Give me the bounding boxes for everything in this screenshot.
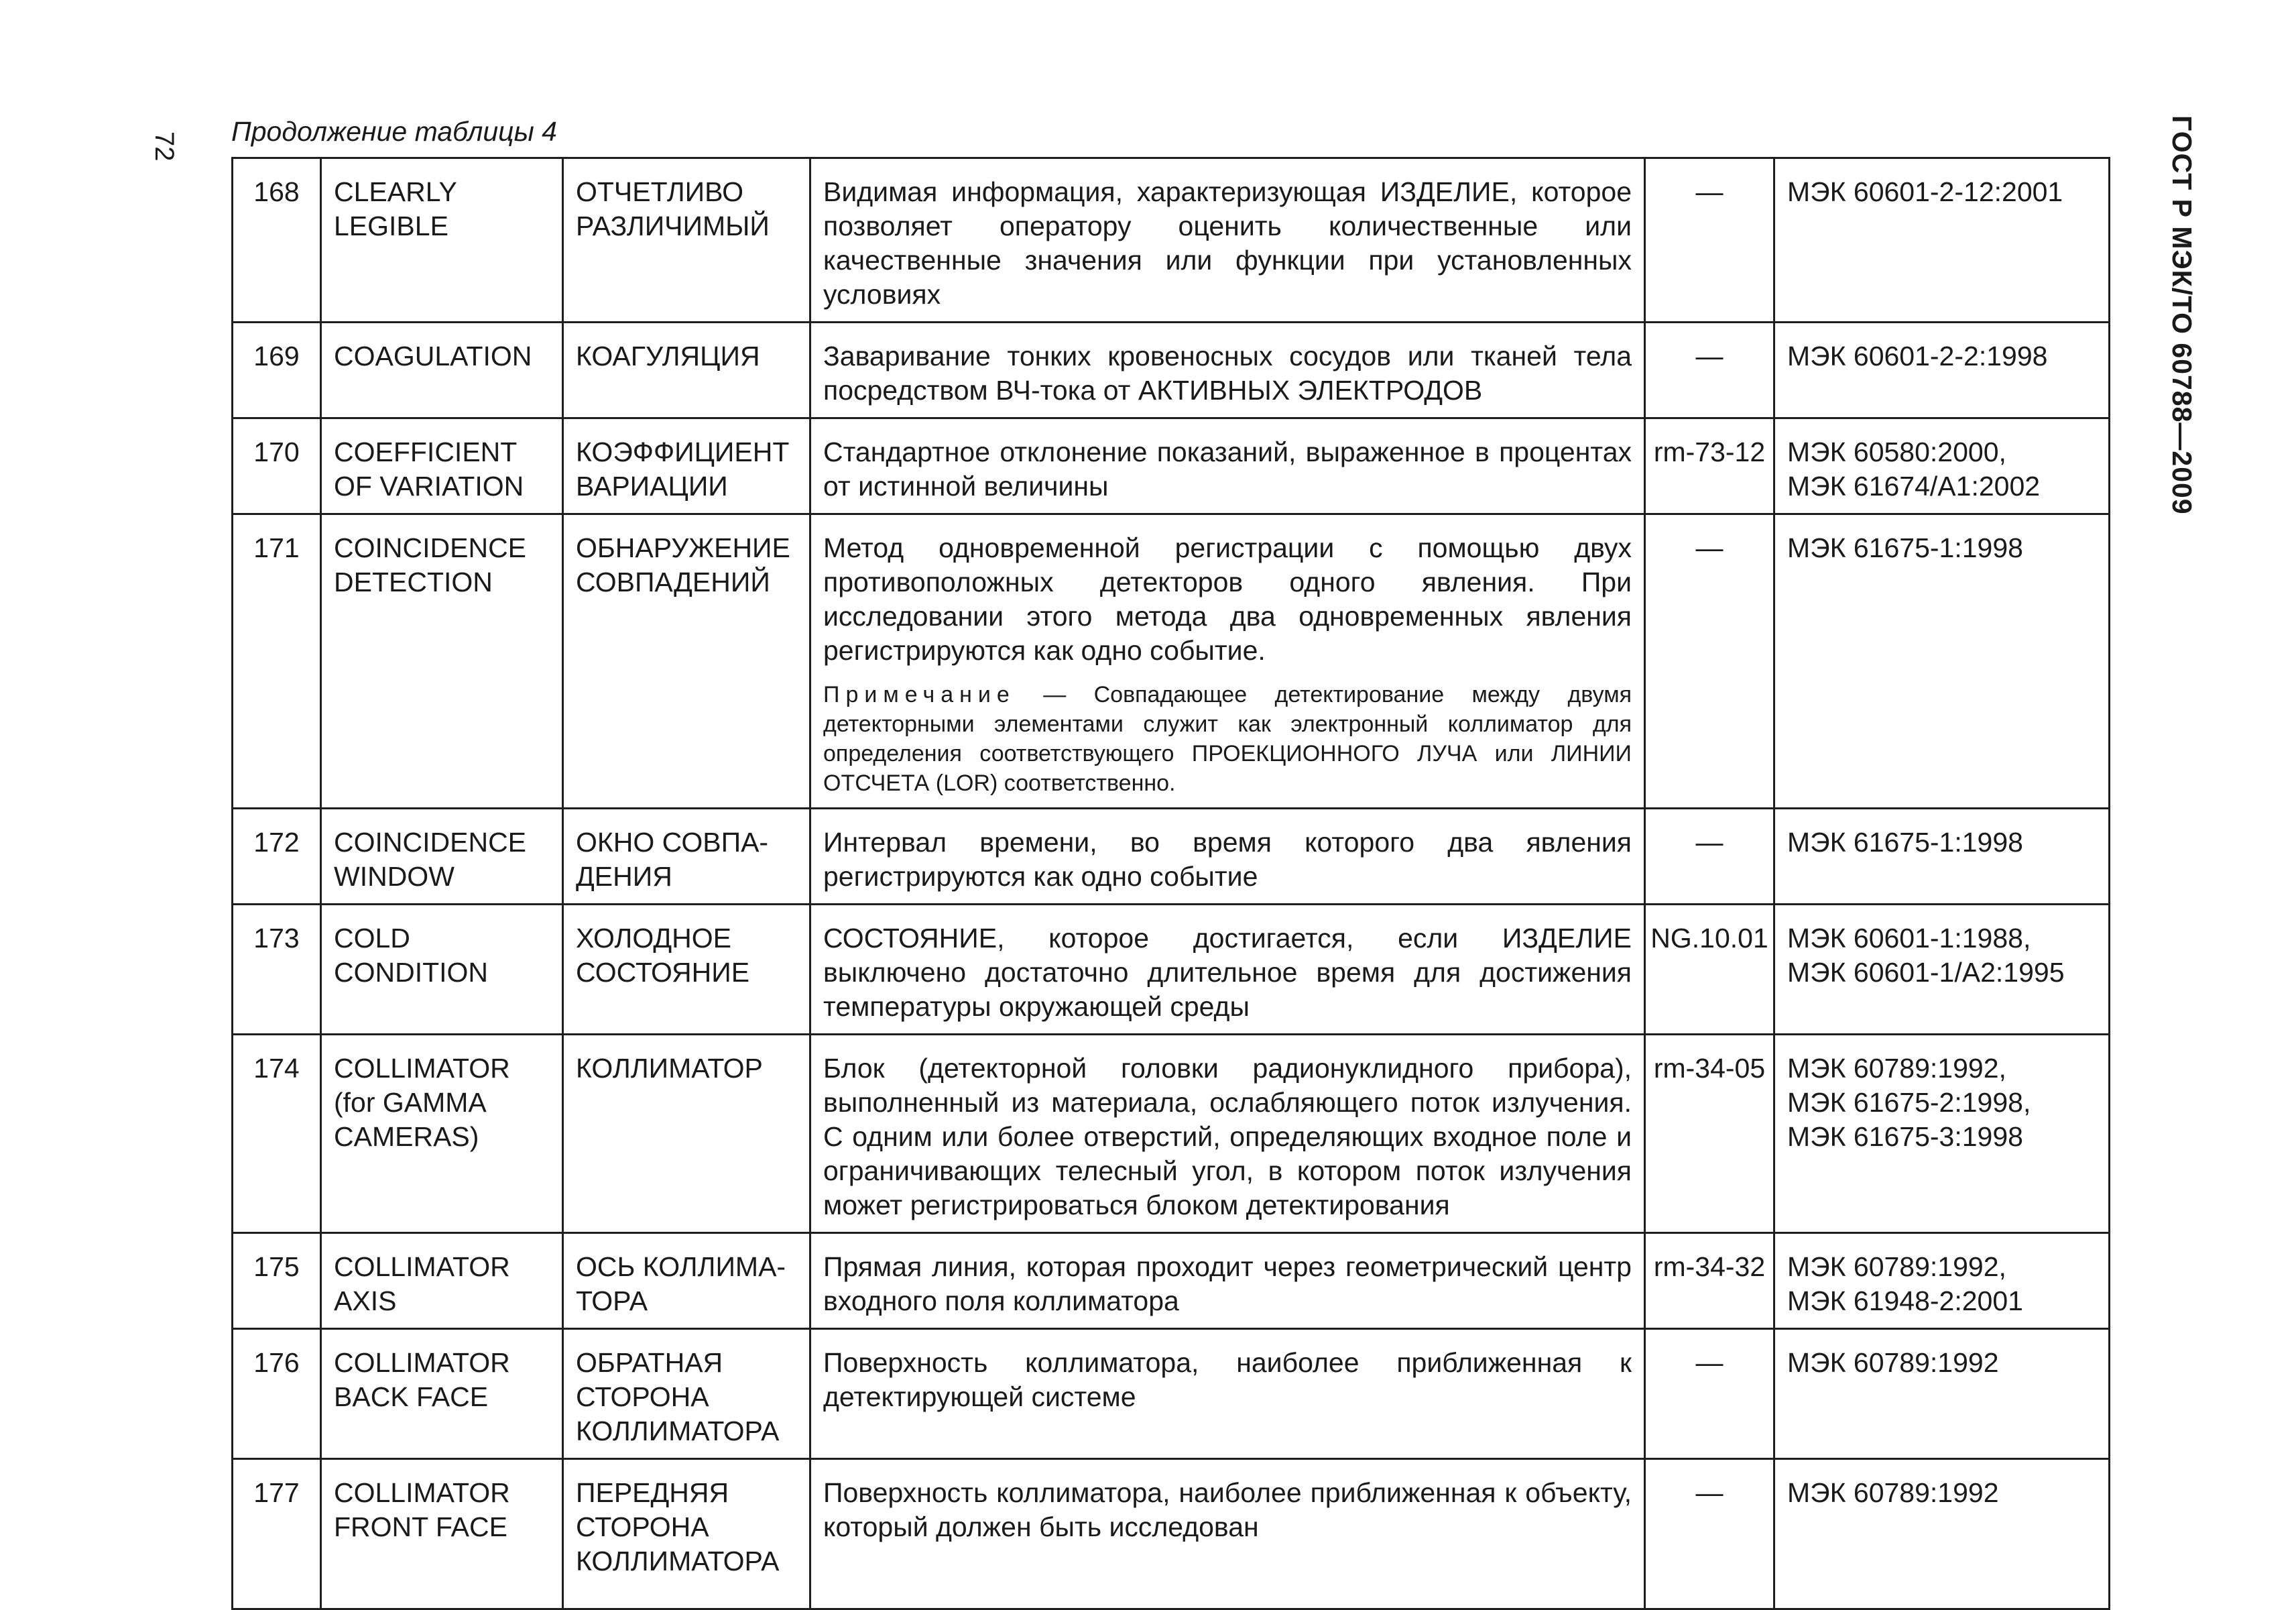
- term-reference: —: [1645, 323, 1774, 418]
- term-definition: Метод одновременной регистрации с помощью двух противоположных детекторов одного явления. При исследовании этого метода два одновременных явления регистрируются как одно событие.: [823, 532, 1632, 666]
- table-row: [233, 809, 2110, 905]
- term-russian: КОАГУЛЯЦИЯ: [563, 323, 810, 418]
- term-russian: ПЕРЕДНЯЯ СТОРОНА КОЛЛИМАТОРА: [563, 1459, 810, 1609]
- term-number: 172: [233, 809, 321, 905]
- term-number: 176: [233, 1329, 321, 1459]
- table-row: [233, 323, 2110, 418]
- term-definition: Поверхность коллиматора, наиболее приближенная к детектирующей системе: [810, 1329, 1645, 1459]
- term-standard: МЭК 60601-2-2:1998: [1774, 323, 2110, 418]
- term-standard: МЭК 60601-2-12:2001: [1774, 158, 2110, 323]
- term-reference: rm-34-05: [1645, 1035, 1774, 1233]
- term-reference: —: [1645, 809, 1774, 905]
- term-english: COLLIMATOR AXIS: [321, 1233, 563, 1329]
- term-english: COAGULATION: [321, 323, 563, 418]
- table-row: [233, 1329, 2110, 1459]
- term-definition: Блок (детекторной головки радионуклидного прибора), выполненный из материала, ослабляющего поток излучения. С одним или более отверстий, определяющих входное поле и ограничивающих телесный угол, в котором поток излучения может регистрироваться блоком детектирования: [810, 1035, 1645, 1233]
- term-reference: —: [1645, 514, 1774, 809]
- term-number: 169: [233, 323, 321, 418]
- term-definition: Поверхность коллиматора, наиболее приближенная к объекту, который должен быть исследован: [810, 1459, 1645, 1609]
- term-number: 171: [233, 514, 321, 809]
- term-reference: rm-73-12: [1645, 418, 1774, 514]
- term-standard: МЭК 60580:2000, МЭК 61674/А1:2002: [1774, 418, 2110, 514]
- term-english: CLEARLY LEGIBLE: [321, 158, 563, 323]
- term-standard: МЭК 61675-1:1998: [1774, 514, 2110, 809]
- terms-table: [231, 157, 2110, 1610]
- term-reference: —: [1645, 1329, 1774, 1459]
- term-english: COEFFICIENT OF VARIATION: [321, 418, 563, 514]
- term-number: 173: [233, 905, 321, 1035]
- term-english: COLLIMATOR FRONT FACE: [321, 1459, 563, 1609]
- table-row: [233, 418, 2110, 514]
- term-english: COINCIDENCE DETECTION: [321, 514, 563, 809]
- term-russian: ОТЧЕТЛИВО РАЗЛИЧИМЫЙ: [563, 158, 810, 323]
- term-definition: Стандартное отклонение показаний, выраженное в процентах от истинной величины: [810, 418, 1645, 514]
- term-english: COLD CONDITION: [321, 905, 563, 1035]
- term-number: 177: [233, 1459, 321, 1609]
- term-definition: Заваривание тонких кровеносных сосудов или тканей тела посредством ВЧ-тока от АКТИВНЫХ ЭЛЕКТРОДОВ: [810, 323, 1645, 418]
- term-reference: —: [1645, 158, 1774, 323]
- table-row: [233, 905, 2110, 1035]
- term-russian: ОБРАТНАЯ СТОРОНА КОЛЛИМАТОРА: [563, 1329, 810, 1459]
- term-definition: Интервал времени, во время которого два явления регистрируются как одно событие: [810, 809, 1645, 905]
- term-number: 168: [233, 158, 321, 323]
- term-number: 175: [233, 1233, 321, 1329]
- term-definition: СОСТОЯНИЕ, которое достигается, если ИЗДЕЛИЕ выключено достаточно длительное время для достижения температуры окружающей среды: [810, 905, 1645, 1035]
- table-row: [233, 1459, 2110, 1609]
- term-reference: —: [1645, 1459, 1774, 1609]
- term-standard: МЭК 61675-1:1998: [1774, 809, 2110, 905]
- table-row: [233, 1035, 2110, 1233]
- term-russian: КОЭФФИЦИЕНТ ВАРИАЦИИ: [563, 418, 810, 514]
- term-russian: ОКНО СОВПА-ДЕНИЯ: [563, 809, 810, 905]
- table-caption: Продолжение таблицы 4: [231, 116, 557, 147]
- document-title: ГОСТ Р МЭК/ТО 60788—2009: [2167, 115, 2197, 515]
- term-english: COLLIMATOR BACK FACE: [321, 1329, 563, 1459]
- term-standard: МЭК 60789:1992, МЭК 61675-2:1998, МЭК 61675-3:1998: [1774, 1035, 2110, 1233]
- term-english: COLLIMATOR (for GAMMA CAMERAS): [321, 1035, 563, 1233]
- term-number: 174: [233, 1035, 321, 1233]
- table-row: [233, 158, 2110, 323]
- term-standard: МЭК 60601-1:1988, МЭК 60601-1/А2:1995: [1774, 905, 2110, 1035]
- note-label: Примечание: [823, 682, 1016, 707]
- term-russian: КОЛЛИМАТОР: [563, 1035, 810, 1233]
- term-standard: МЭК 60789:1992: [1774, 1329, 2110, 1459]
- term-standard: МЭК 60789:1992, МЭК 61948-2:2001: [1774, 1233, 2110, 1329]
- term-number: 170: [233, 418, 321, 514]
- term-reference: rm-34-32: [1645, 1233, 1774, 1329]
- table-row: [233, 514, 2110, 809]
- term-definition: Прямая линия, которая проходит через геометрический центр входного поля коллиматора: [810, 1233, 1645, 1329]
- term-reference: NG.10.01: [1645, 905, 1774, 1035]
- term-definition-cell: [810, 514, 1645, 809]
- term-russian: ОСЬ КОЛЛИМА-ТОРА: [563, 1233, 810, 1329]
- term-russian: ХОЛОДНОЕ СОСТОЯНИЕ: [563, 905, 810, 1035]
- term-russian: ОБНАРУЖЕНИЕ СОВПАДЕНИЙ: [563, 514, 810, 809]
- term-standard: МЭК 60789:1992: [1774, 1459, 2110, 1609]
- term-note: [823, 680, 1632, 798]
- term-definition: Видимая информация, характеризующая ИЗДЕЛИЕ, которое позволяет оператору оценить количественные или качественные значения или функции при установленных условиях: [810, 158, 1645, 323]
- page-number: 72: [149, 131, 179, 162]
- note-text: — Совпадающее детектирование между двумя детекторными элементами служит как электронный коллиматор для определения соответствующего ПРОЕКЦИОННОГО ЛУЧА или ЛИНИИ ОТСЧЕТА (LOR) соответственно.: [823, 682, 1632, 796]
- table-row: [233, 1233, 2110, 1329]
- term-english: COINCIDENCE WINDOW: [321, 809, 563, 905]
